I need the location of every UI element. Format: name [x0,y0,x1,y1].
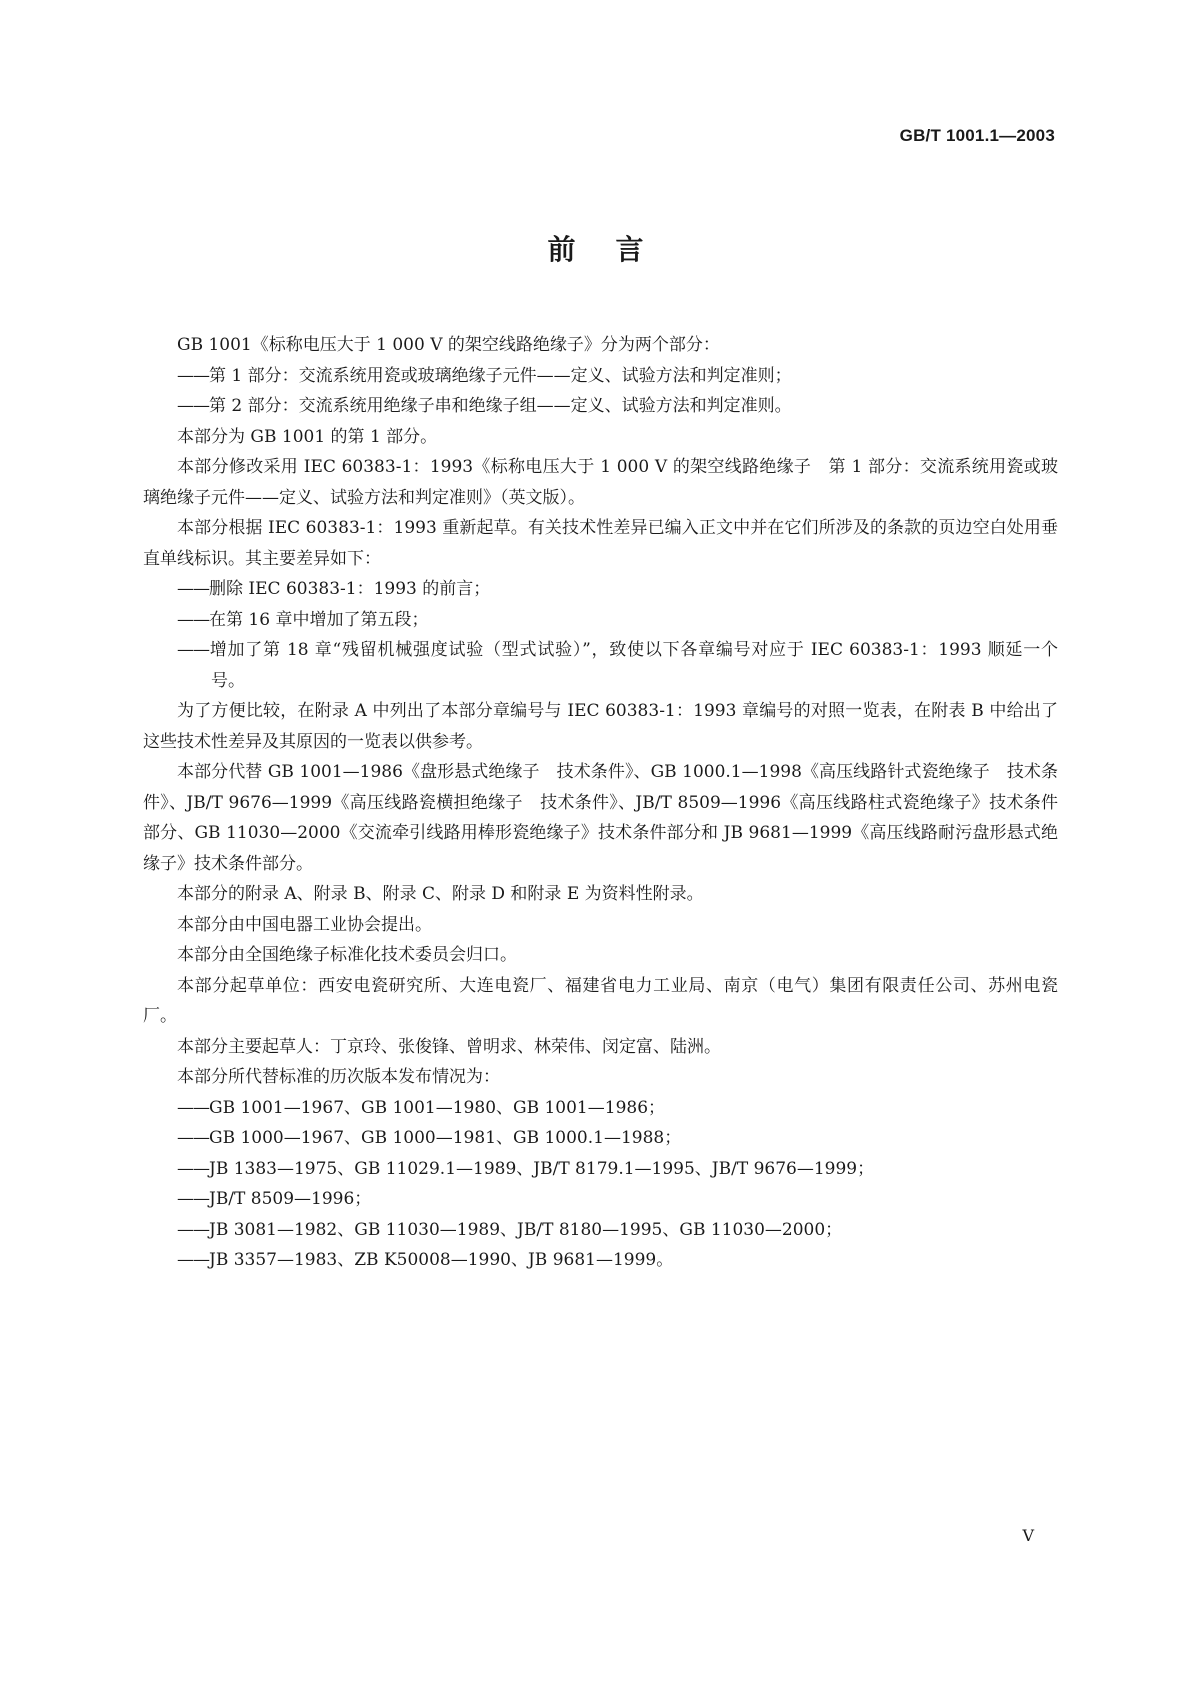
list-item [143,605,1058,636]
list-dash: —— [177,1158,209,1179]
paragraph [143,910,1058,941]
paragraph [143,422,1058,453]
list-dash: —— [177,640,209,660]
list-item [143,391,1058,422]
paragraph-text: 本部分主要起草人：丁京玲、张俊锋、曾明求、林荣伟、闵定富、陆洲。 [177,1036,721,1057]
list-item [143,1215,1058,1246]
paragraph [143,879,1058,910]
list-item [143,1245,1058,1276]
list-item [143,635,1058,696]
list-dash: —— [177,396,209,416]
paragraph [143,330,1058,361]
paragraph-text: 本部分由中国电器工业协会提出。 [177,914,432,935]
paragraph [143,757,1058,879]
paragraph-text: 本部分起草单位：西安电瓷研究所、大连电瓷厂、福建省电力工业局、南京（电气）集团有限责任公司、苏州电瓷厂。 [143,975,1058,1026]
list-item [143,574,1058,605]
list-item [143,1184,1058,1215]
paragraph-text: 本部分修改采用 IEC 60383-1：1993《标称电压大于 1 000 V 的架空线路绝缘子 第 1 部分：交流系统用瓷或玻璃绝缘子元件——定义、试验方法和判定准则》（英文版）。 [143,457,1058,508]
page-title: 前言 [547,233,684,266]
paragraph-text: 本部分根据 IEC 60383-1：1993 重新起草。有关技术性差异已编入正文中并在它们所涉及的条款的页边空白处用垂直单线标识。其主要差异如下： [143,518,1058,569]
list-dash: —— [177,1128,209,1148]
preface-body [143,330,1058,1276]
list-item [143,1123,1058,1154]
list-dash: —— [177,1250,209,1270]
list-dash: —— [177,579,209,599]
paragraph [143,1062,1058,1093]
paragraph-text: 本部分的附录 A、附录 B、附录 C、附录 D 和附录 E 为资料性附录。 [177,884,704,904]
list-dash: —— [177,365,209,386]
paragraph-text: 本部分代替 GB 1001—1986《盘形悬式绝缘子 技术条件》、GB 1000.1—1998《高压线路针式瓷绝缘子 技术条件》、JB/T 9676—1999《高压线路瓷横担绝缘子 技术条件》、JB/T 8509—1996《高压线路柱式瓷绝缘子》技术条件部分、GB 11030—2000《交流牵引线路用棒形瓷绝缘子》技术条件部分和 JB 9681—1999《高压线路耐污盘形悬式绝缘子》技术条件部分。 [143,762,1058,874]
paragraph-text: 本部分由全国绝缘子标准化技术委员会归口。 [177,945,517,965]
paragraph-text: 为了方便比较，在附录 A 中列出了本部分章编号与 IEC 60383-1：1993 章编号的对照一览表，在附表 B 中给出了这些技术性差异及其原因的一览表以供参考。 [143,701,1058,752]
paragraph-text: 第 1 部分：交流系统用瓷或玻璃绝缘子元件——定义、试验方法和判定准则； [209,365,792,386]
list-dash: —— [177,609,209,630]
paragraph [143,513,1058,574]
paragraph-text: JB 3357—1983、ZB K50008—1990、JB 9681—1999。 [209,1250,674,1270]
page-number: V [1022,1526,1034,1545]
paragraph-text: 本部分所代替标准的历次版本发布情况为： [177,1067,500,1087]
paragraph-text: JB 3081—1982、GB 11030—1989、JB/T 8180—1995、GB 11030—2000； [209,1219,843,1240]
paragraph-text: JB 1383—1975、GB 11029.1—1989、JB/T 8179.1—1995、JB/T 9676—1999； [209,1158,875,1179]
list-dash: —— [177,1097,209,1118]
standard-code: GB/T 1001.1—2003 [899,126,1055,145]
paragraph [143,696,1058,757]
paragraph [143,940,1058,971]
list-dash: —— [177,1189,209,1209]
list-item [143,1154,1058,1185]
paragraph [143,1032,1058,1063]
paragraph [143,971,1058,1032]
paragraph-text: JB/T 8509—1996； [209,1189,372,1209]
list-dash: —— [177,1219,209,1240]
paragraph-text: 在第 16 章中增加了第五段； [209,609,429,630]
paragraph [143,452,1058,513]
paragraph-text: GB 1001《标称电压大于 1 000 V 的架空线路绝缘子》分为两个部分： [177,335,720,355]
paragraph-text: 本部分为 GB 1001 的第 1 部分。 [177,426,438,447]
paragraph-text: 第 2 部分：交流系统用绝缘子串和绝缘子组——定义、试验方法和判定准则。 [209,396,792,416]
paragraph-text: GB 1000—1967、GB 1000—1981、GB 1000.1—1988； [209,1128,682,1148]
paragraph-text: GB 1001—1967、GB 1001—1980、GB 1001—1986； [209,1097,666,1118]
list-item [143,1093,1058,1124]
paragraph-text: 删除 IEC 60383-1：1993 的前言； [209,579,491,599]
paragraph-text: 增加了第 18 章“残留机械强度试验（型式试验）”，致使以下各章编号对应于 IEC 60383-1：1993 顺延一个号。 [209,640,1058,691]
list-item [143,361,1058,392]
